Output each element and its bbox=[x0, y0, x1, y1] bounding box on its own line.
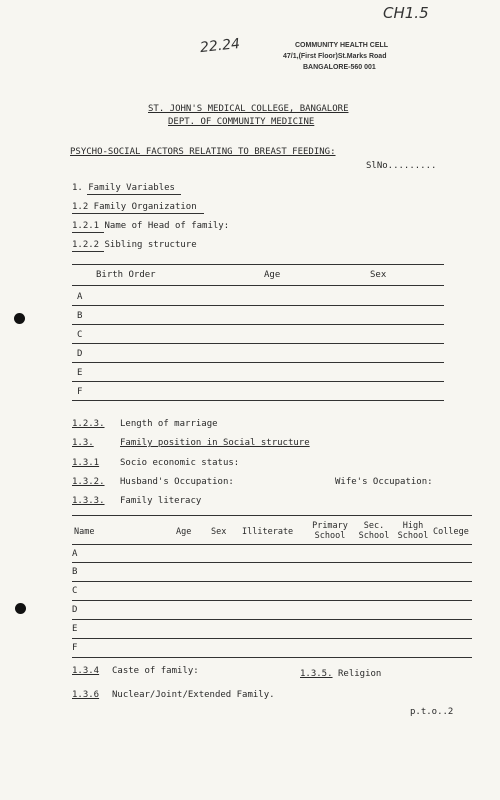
page-turn-note: p.t.o..2 bbox=[410, 707, 454, 717]
section-family-organization: 1.2 Family Organization bbox=[72, 202, 197, 212]
literacy-header-primary: Primary School bbox=[312, 521, 348, 541]
literacy-header-secondary: Sec. School bbox=[358, 521, 390, 541]
family-literacy-label: Family literacy bbox=[120, 496, 202, 506]
literacy-row-label: F bbox=[72, 643, 78, 653]
stamp-line-3: BANGALORE-560 001 bbox=[303, 64, 376, 71]
sibling-row-label: B bbox=[77, 311, 83, 321]
literacy-row-label: D bbox=[72, 605, 78, 615]
punch-hole bbox=[15, 603, 26, 614]
literacy-row-label: A bbox=[72, 549, 78, 559]
sibling-header-sex: Sex bbox=[370, 270, 387, 280]
handwritten-number: 22.24 bbox=[199, 35, 241, 57]
item-number-1-3-5: 1.3.5. bbox=[300, 669, 333, 679]
socio-economic-label: Socio economic status: bbox=[120, 458, 240, 468]
item-number-1-3-3: 1.3.3. bbox=[72, 496, 105, 506]
literacy-row-label: B bbox=[72, 567, 78, 577]
sibling-row-label: C bbox=[77, 330, 83, 340]
department-name: DEPT. OF COMMUNITY MEDICINE bbox=[168, 117, 315, 127]
college-name: ST. JOHN'S MEDICAL COLLEGE, BANGALORE bbox=[148, 104, 349, 114]
sibling-header-age: Age bbox=[264, 270, 281, 280]
form-title: PSYCHO-SOCIAL FACTORS RELATING TO BREAST FEEDING: bbox=[70, 147, 336, 157]
literacy-header-name: Name bbox=[74, 527, 95, 537]
item-number-1-3: 1.3. bbox=[72, 438, 94, 448]
item-number-1-3-1: 1.3.1 bbox=[72, 458, 100, 468]
serial-number: SlNo......... bbox=[366, 161, 437, 171]
literacy-header-age: Age bbox=[176, 527, 192, 537]
item-number-1-3-6: 1.3.6 bbox=[72, 690, 100, 700]
length-of-marriage-label: Length of marriage bbox=[120, 419, 218, 429]
literacy-header-college: College bbox=[433, 527, 469, 537]
sibling-row-label: D bbox=[77, 349, 83, 359]
section-sibling-structure: 1.2.2 Sibling structure bbox=[72, 240, 197, 250]
sibling-row-label: F bbox=[77, 387, 83, 397]
corner-code: CH1.5 bbox=[383, 4, 429, 22]
sibling-row-label: E bbox=[77, 368, 83, 378]
wife-occupation-label: Wife's Occupation: bbox=[335, 477, 433, 487]
religion-label: Religion bbox=[338, 669, 382, 679]
punch-hole bbox=[14, 313, 25, 324]
family-position-label: Family position in Social structure bbox=[120, 438, 310, 448]
family-type-label: Nuclear/Joint/Extended Family. bbox=[112, 690, 275, 700]
literacy-row-label: C bbox=[72, 586, 78, 596]
item-number-1-3-2: 1.3.2. bbox=[72, 477, 105, 487]
caste-label: Caste of family: bbox=[112, 666, 199, 676]
section-family-variables: 1. Family Variables bbox=[72, 183, 175, 193]
item-number-1-2-3: 1.2.3. bbox=[72, 419, 105, 429]
stamp-line-1: COMMUNITY HEALTH CELL bbox=[295, 42, 389, 49]
literacy-header-sex: Sex bbox=[211, 527, 227, 537]
sibling-row-label: A bbox=[77, 292, 83, 302]
item-number-1-3-4: 1.3.4 bbox=[72, 666, 100, 676]
husband-occupation-label: Husband's Occupation: bbox=[120, 477, 234, 487]
section-head-of-family: 1.2.1 Name of Head of family: bbox=[72, 221, 230, 231]
literacy-header-illiterate: Illiterate bbox=[242, 527, 294, 537]
literacy-row-label: E bbox=[72, 624, 78, 634]
stamp-line-2: 47/1,(First Floor)St.Marks Road bbox=[283, 53, 387, 60]
sibling-header-birth-order: Birth Order bbox=[96, 270, 156, 280]
literacy-header-high: High School bbox=[397, 521, 429, 541]
